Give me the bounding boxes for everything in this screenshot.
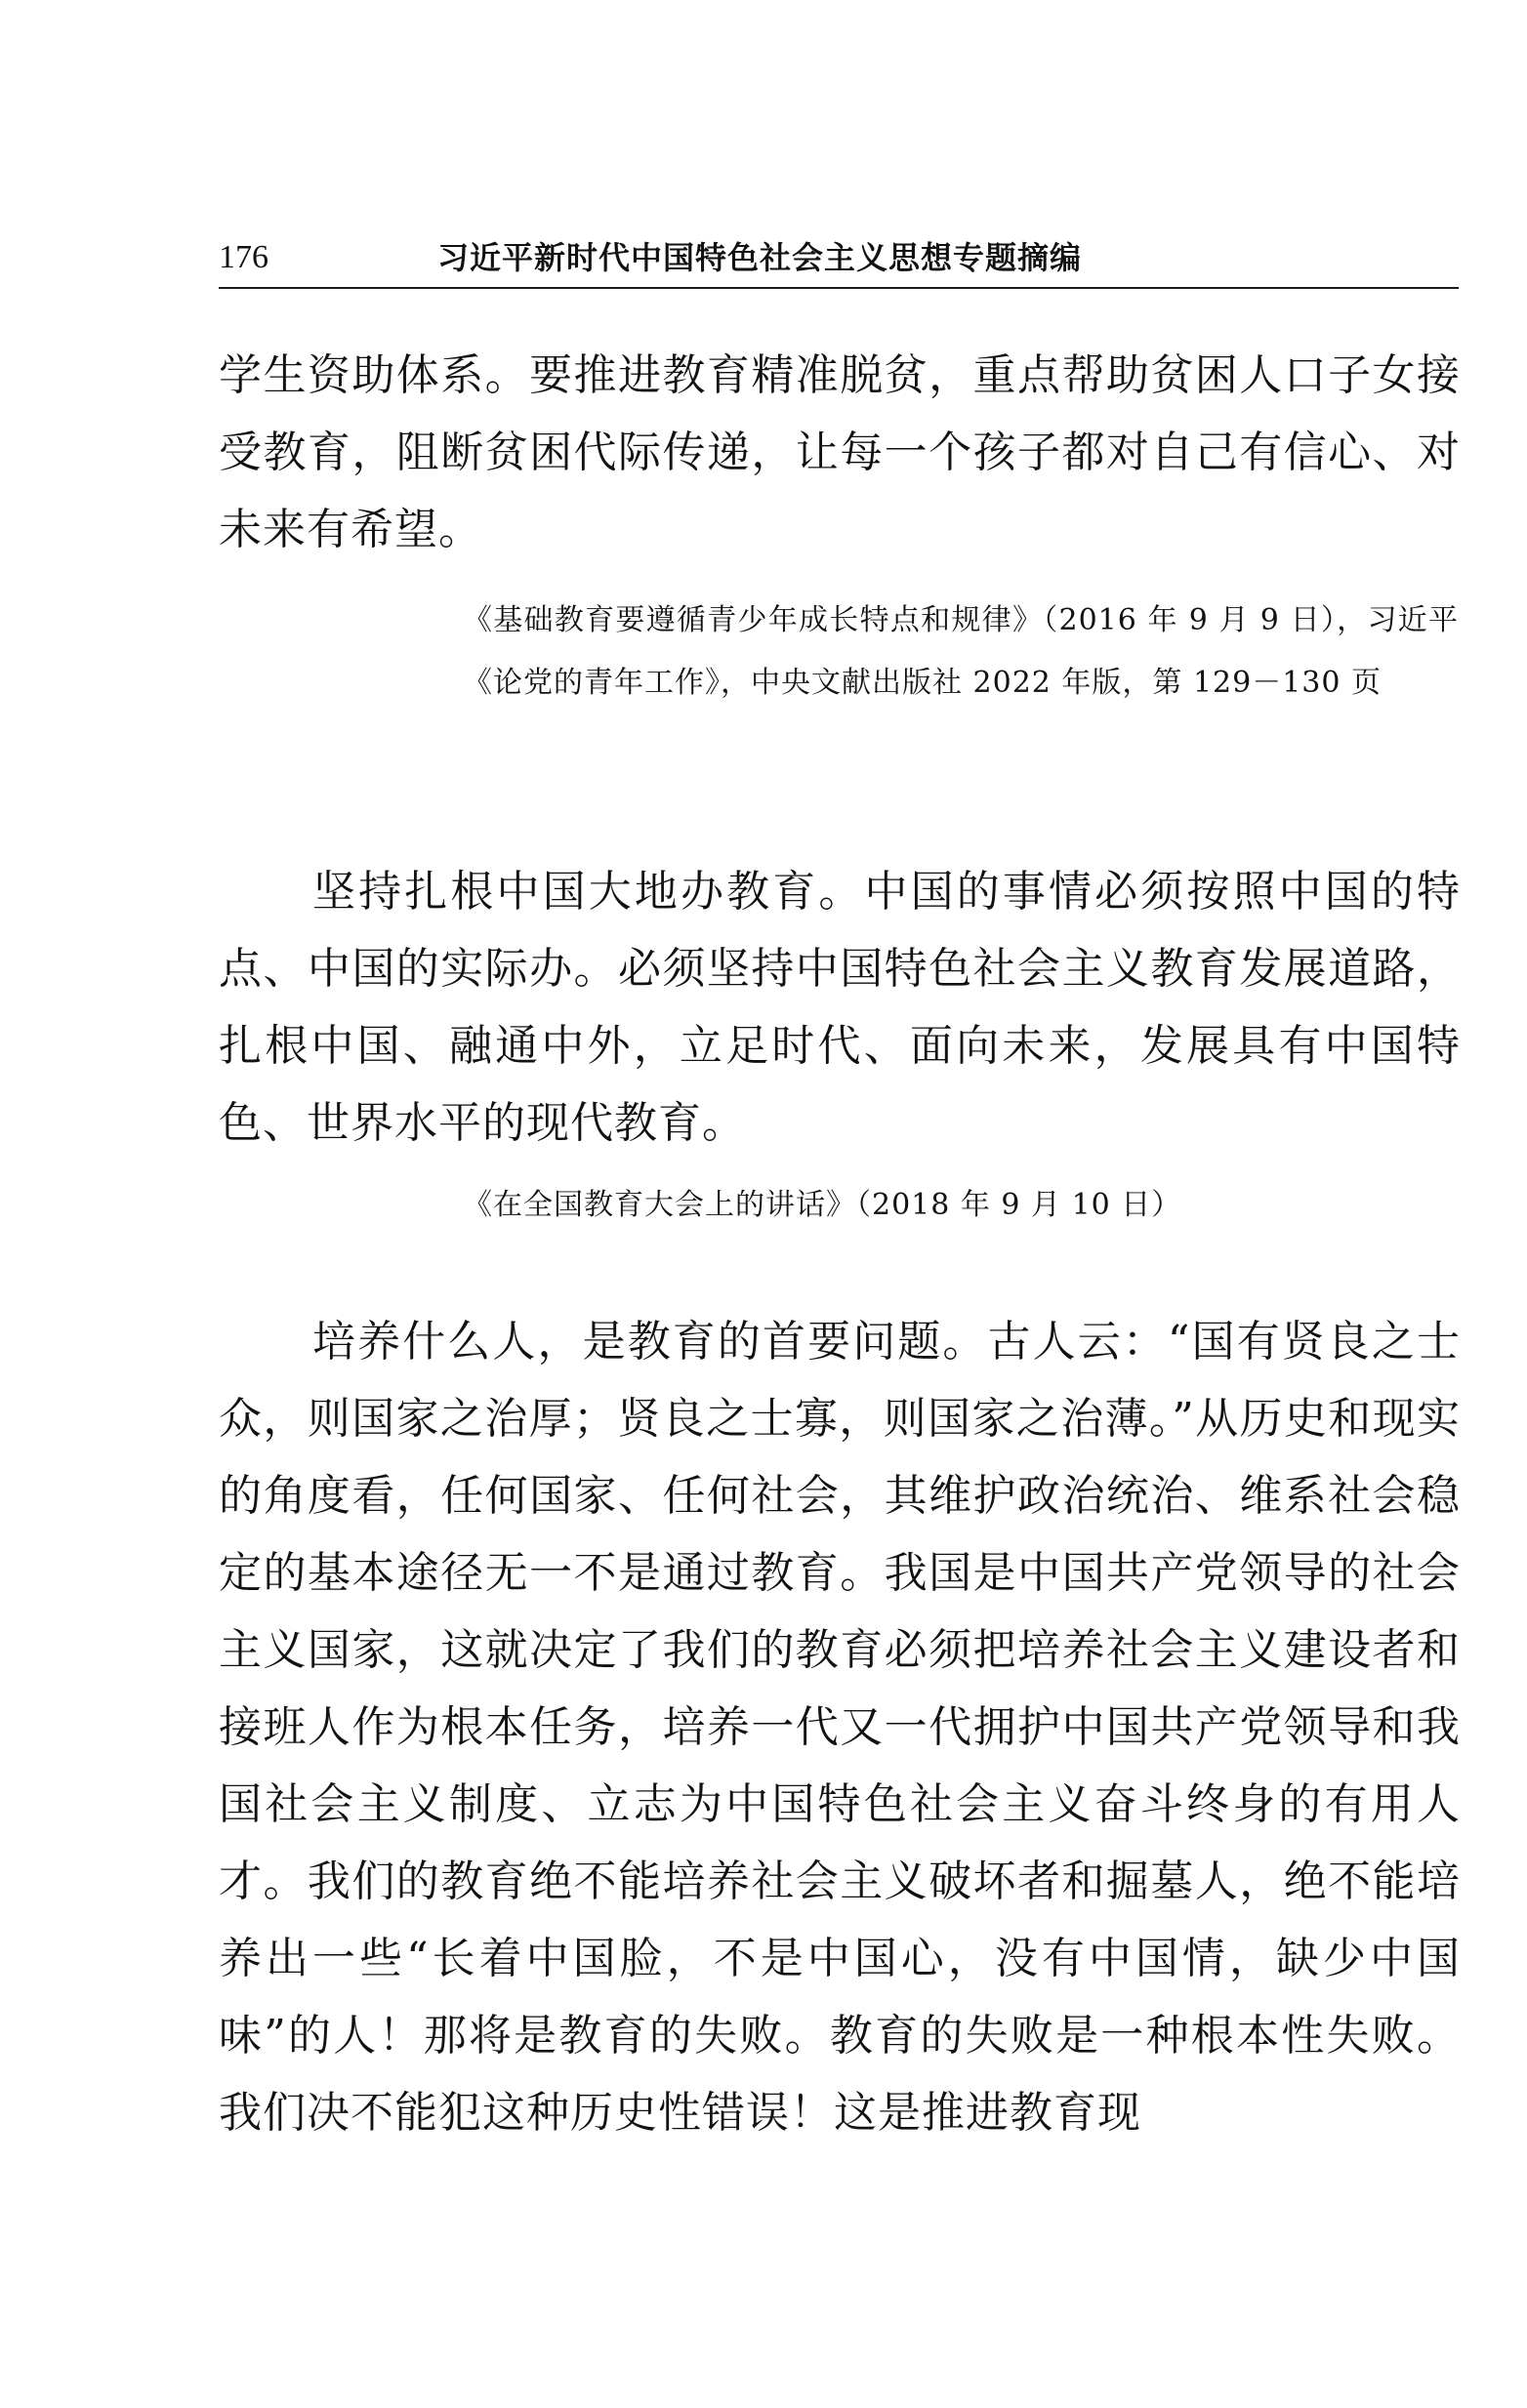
page-header <box>219 232 1459 289</box>
source-citation: 《基础教育要遵循青少年成长特点和规律》（2016 年 9 月 9 日），习近平《论党的青年工作》，中央文献出版社 2022 年版，第 129－130 页 <box>463 603 1459 700</box>
body-paragraph-continued: 学生资助体系。要推进教育精准脱贫，重点帮助贫困人口子女接受教育，阻断贫困代际传递，让每一个孩子都对自己有信心、对未来有希望。 <box>219 350 1461 554</box>
body-paragraph: 培养什么人，是教育的首要问题。古人云：“国有贤良之士众，则国家之治厚；贤良之士寡，则国家之治薄。”从历史和现实的角度看，任何国家、任何社会，其维护政治统治、维系社会稳定的基本途径无一不是通过教育。我国是中国共产党领导的社会主义国家，这就决定了我们的教育必须把培养社会主义建设者和接班人作为根本任务，培养一代又一代拥护中国共产党领导和我国社会主义制度、立志为中国特色社会主义奋斗终身的有用人才。我们的教育绝不能培养社会主义破坏者和掘墓人，绝不能培养出一些“长着中国脸，不是中国心，没有中国情，缺少中国味”的人！那将是教育的失败。教育的失败是一种根本性失败。我们决不能犯这种历史性错误！这是推进教育现 <box>219 1317 1461 2138</box>
page-number: 176 <box>219 239 268 275</box>
body-paragraph: 坚持扎根中国大地办教育。中国的事情必须按照中国的特点、中国的实际办。必须坚持中国特色社会主义教育发展道路，扎根中国、融通中外，立足时代、面向未来，发展具有中国特色、世界水平的现代教育。 <box>219 867 1461 1148</box>
running-title: 习近平新时代中国特色社会主义思想专题摘编 <box>437 239 1083 276</box>
source-citation: 《在全国教育大会上的讲话》（2018 年 9 月 10 日） <box>463 1188 1182 1222</box>
